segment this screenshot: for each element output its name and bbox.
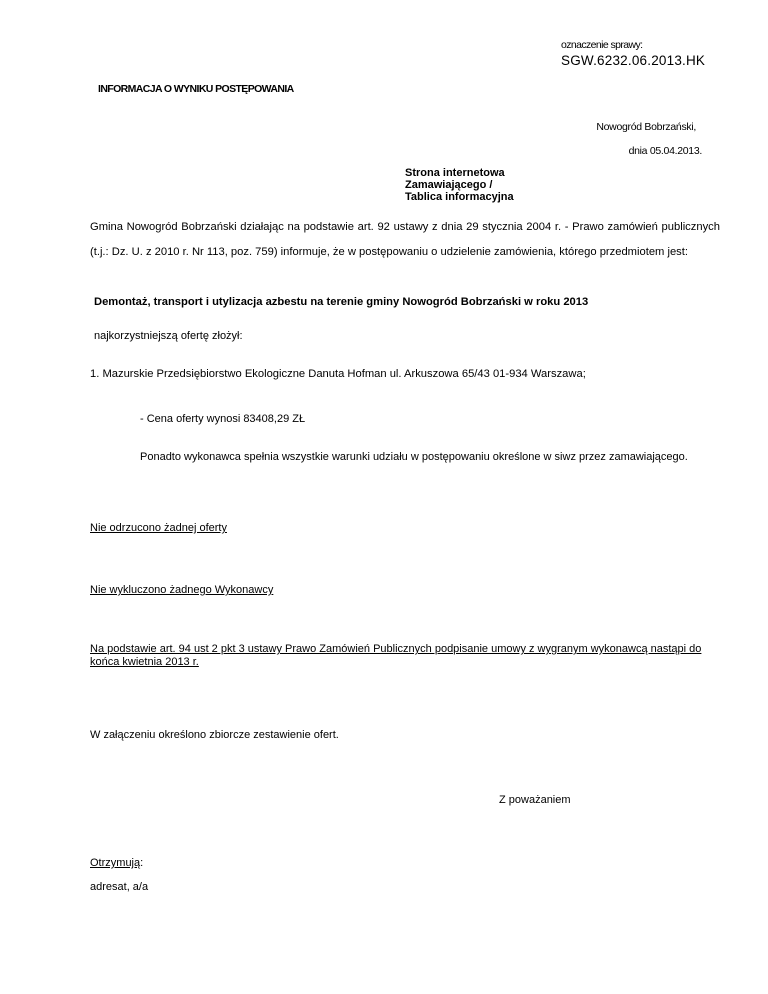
conditions-statement: Ponadto wykonawca spełnia wszystkie warunki udziału w postępowaniu określone w siwz przez zamawiającego. (140, 451, 688, 463)
winning-bidder: 1. Mazurskie Przedsiębiorstwo Ekologiczne Danuta Hofman ul. Arkuszowa 65/43 01-934 Warszawa; (90, 368, 586, 380)
recipient-line-3: Tablica informacyjna (405, 191, 514, 203)
date-line: dnia 05.04.2013. (628, 145, 702, 157)
receivers-colon: : (140, 857, 144, 869)
place-line: Nowogród Bobrzański, (596, 121, 696, 133)
receivers-label: Otrzymują (90, 857, 141, 869)
procurement-subject: Demontaż, transport i utylizacja azbestu na terenie gminy Nowogród Bobrzański w roku 2013 (94, 296, 589, 308)
recipient-block (405, 167, 514, 203)
best-offer-intro: najkorzystniejszą ofertę złożył: (94, 330, 243, 342)
case-number: SGW.6232.06.2013.HK (561, 53, 706, 68)
recipient-line-1: Strona internetowa (405, 167, 505, 179)
no-rejected-offers: Nie odrzucono żadnej oferty (90, 522, 227, 534)
case-label: oznaczenie sprawy: (561, 39, 643, 51)
contract-signing-notice: Na podstawie art. 94 ust 2 pkt 3 ustawy Prawo Zamówień Publicznych podpisanie umowy z wygranym wykonawcą nastąpi do końca kwietnia 2013 r. (90, 643, 702, 668)
receivers-list: adresat, a/a (90, 881, 149, 893)
document-title: INFORMACJA O WYNIKU POSTĘPOWANIA (98, 83, 294, 95)
intro-paragraph: Gmina Nowogród Bobrzański działając na podstawie art. 92 ustawy z dnia 29 stycznia 2004 r. - Prawo zamówień publicznych (t.j.: Dz. U. z 2010 r. Nr 113, poz. 759) informuje, że w postępowaniu o udzielenie zamówienia, którego przedmiotem jest: (90, 221, 720, 258)
offer-price: - Cena oferty wynosi 83408,29 ZŁ (140, 413, 306, 425)
closing-regards: Z poważaniem (499, 794, 571, 806)
no-excluded-contractors: Nie wykluczono żadnego Wykonawcy (90, 584, 274, 596)
receivers-heading (90, 857, 143, 869)
attachment-note: W załączeniu określono zbiorcze zestawienie ofert. (90, 729, 339, 741)
recipient-line-2: Zamawiającego / (405, 179, 493, 191)
